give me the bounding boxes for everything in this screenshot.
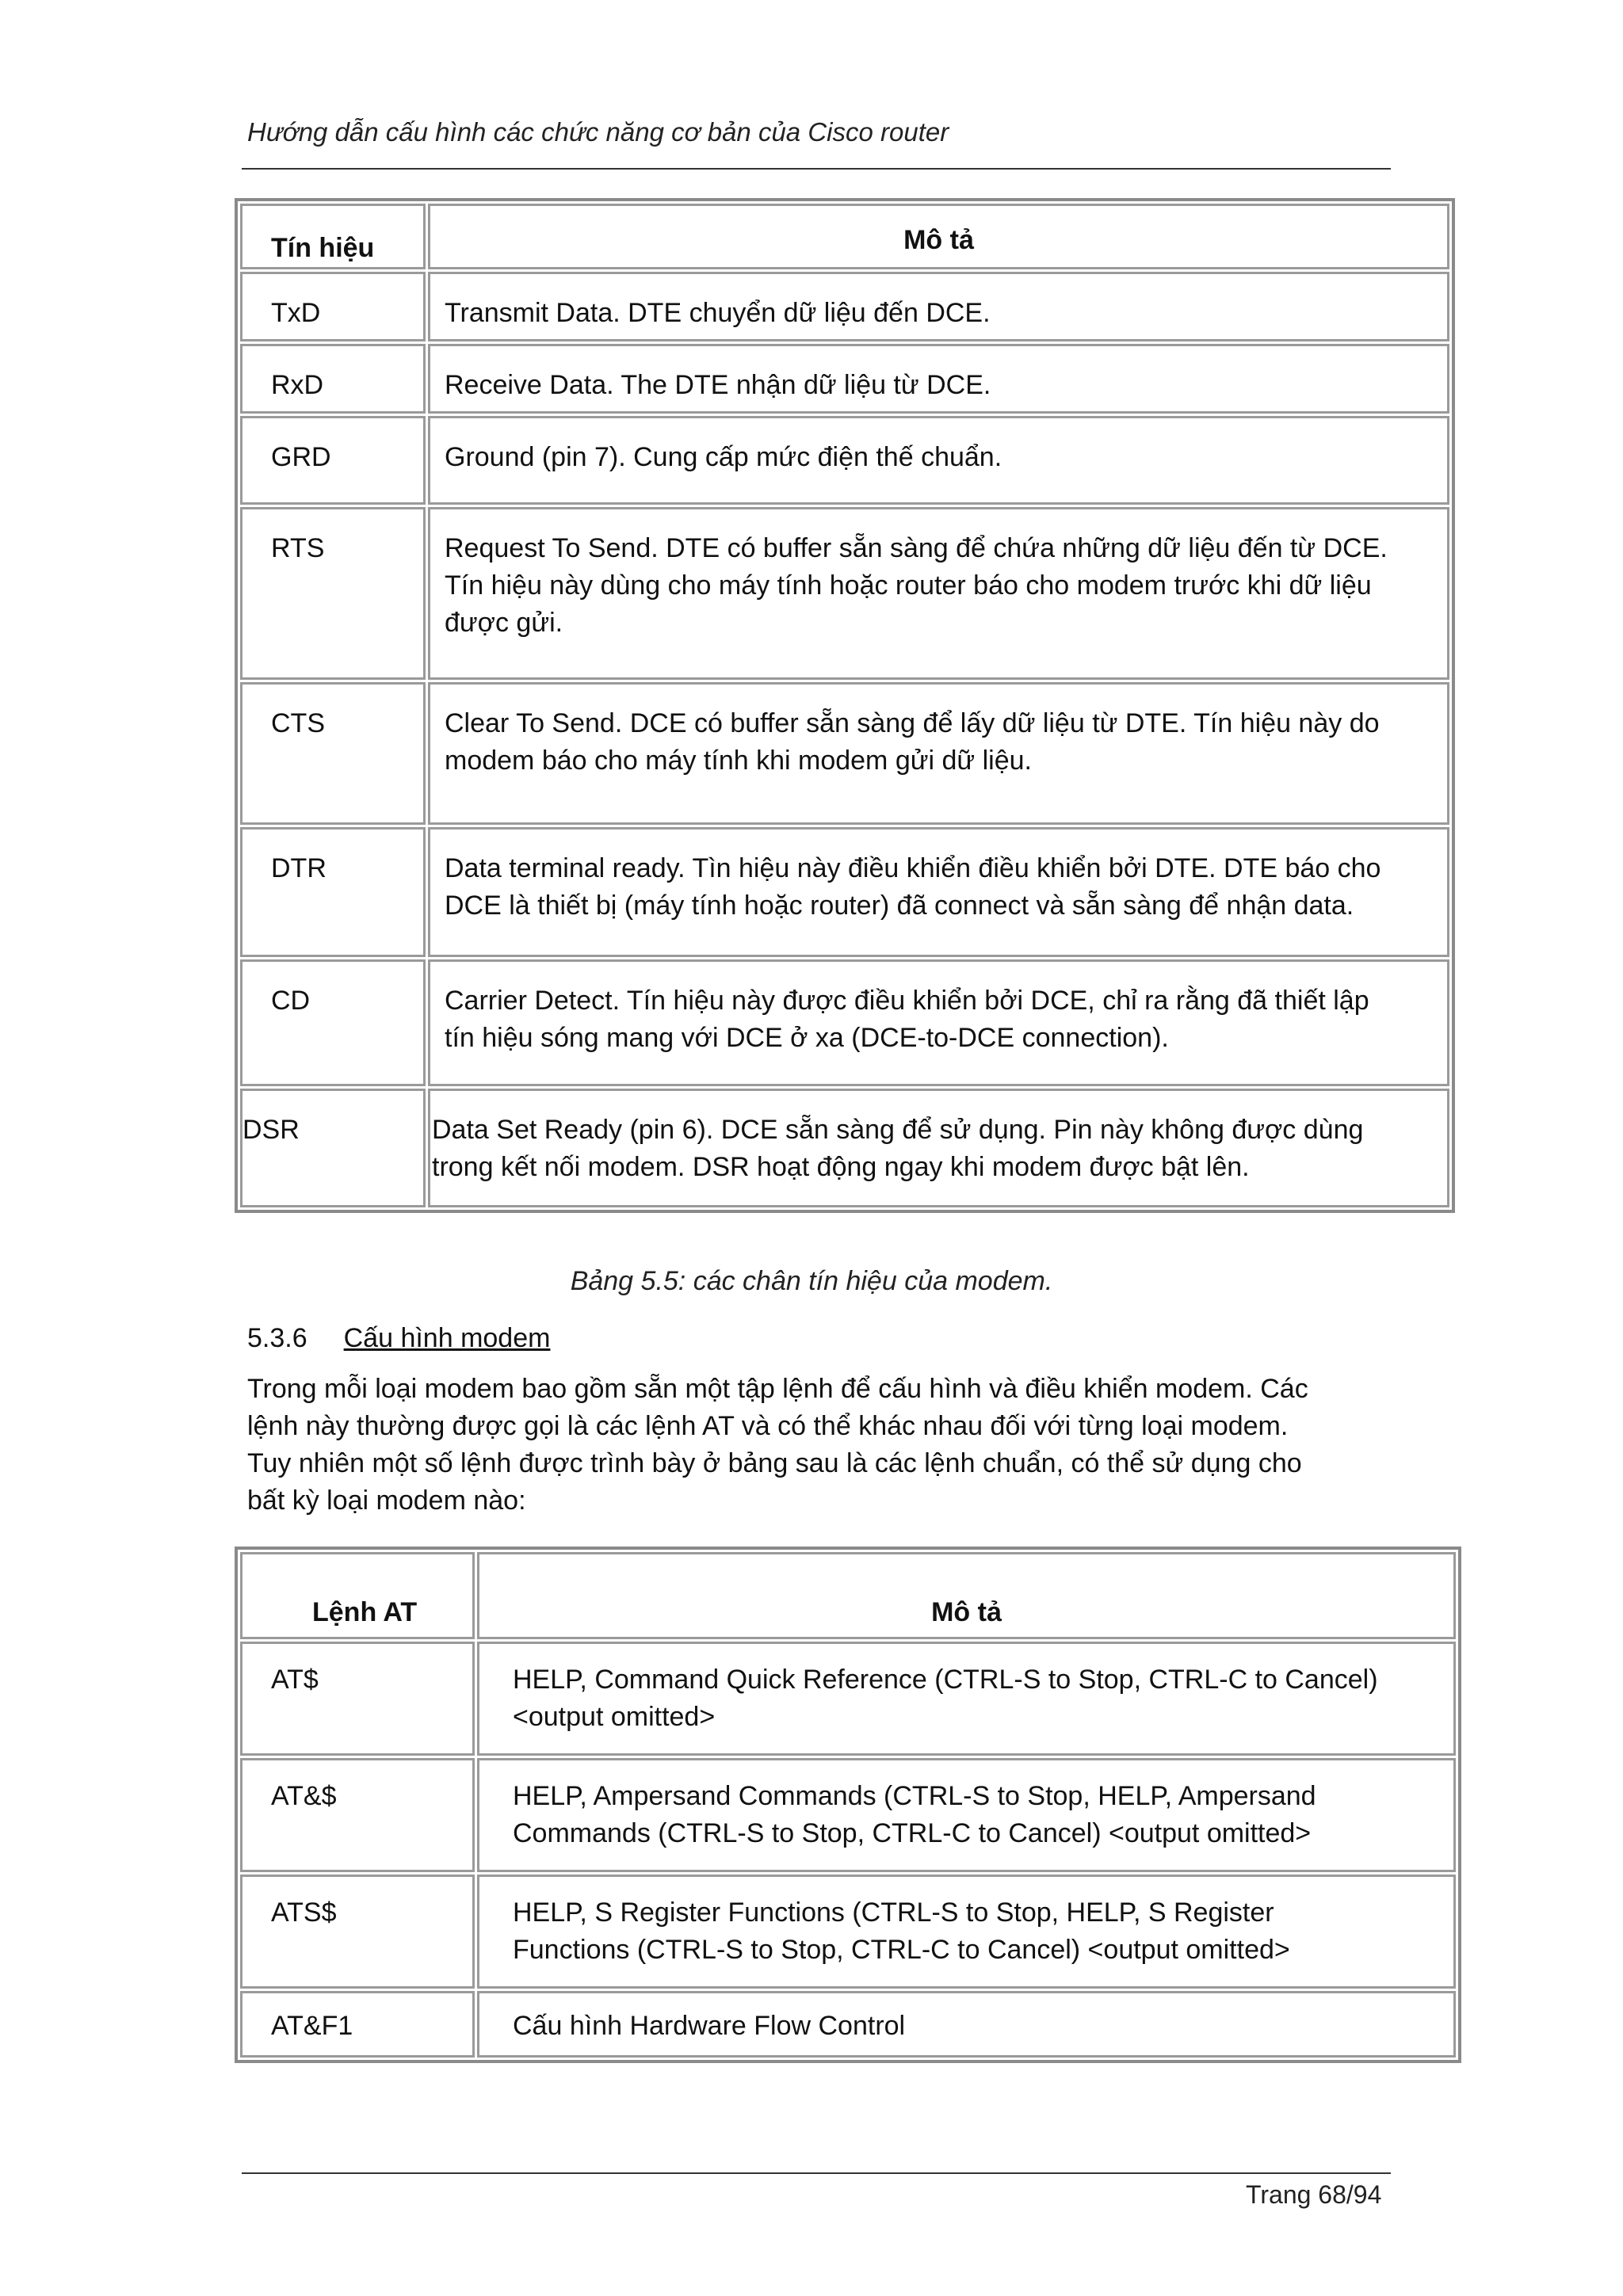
signal-name: GRD: [240, 416, 426, 505]
section-heading: [247, 1323, 550, 1354]
description-line: Tín hiệu này dùng cho máy tính hoặc router báo cho modem trước khi dữ liệu: [445, 570, 1372, 601]
description-line: Transmit Data. DTE chuyển dữ liệu đến DCE.: [445, 298, 991, 328]
description-line: Receive Data. The DTE nhận dữ liệu từ DCE.: [445, 370, 991, 400]
command-description: [477, 1991, 1456, 2058]
signal-table: [235, 198, 1455, 1213]
table-header-row: [240, 204, 1449, 269]
signal-description: [428, 344, 1449, 414]
table-row: [240, 344, 1449, 414]
header-rule: [242, 168, 1391, 170]
column-header-signal: Tín hiệu: [240, 204, 426, 269]
paragraph-line: Tuy nhiên một số lệnh được trình bày ở bảng sau là các lệnh chuẩn, có thể sử dụng cho: [247, 1448, 1302, 1478]
command-name: AT$: [240, 1642, 475, 1756]
table-row: [240, 272, 1449, 341]
description-line: Commands (CTRL-S to Stop, CTRL-C to Cancel) <output omitted>: [513, 1818, 1312, 1848]
signal-name: RTS: [240, 507, 426, 680]
table-caption: Bảng 5.5: các chân tín hiệu của modem.: [570, 1266, 1053, 1296]
table-row: [240, 682, 1449, 825]
signal-description: [428, 959, 1449, 1086]
signal-description: [428, 1089, 1449, 1207]
signal-name: DSR: [240, 1089, 426, 1207]
description-line: HELP, Command Quick Reference (CTRL-S to Stop, CTRL-C to Cancel): [513, 1665, 1378, 1695]
table-row: [240, 827, 1449, 957]
footer-rule: [242, 2172, 1391, 2174]
table-row: [240, 959, 1449, 1086]
signal-description: [428, 416, 1449, 505]
description-line: HELP, Ampersand Commands (CTRL-S to Stop, HELP, Ampersand: [513, 1781, 1316, 1811]
description-line: Data Set Ready (pin 6). DCE sẵn sàng để sử dụng. Pin này không được dùng: [432, 1115, 1364, 1145]
body-paragraph: [247, 1371, 1420, 1520]
paragraph-line: bất kỳ loại modem nào:: [247, 1486, 526, 1516]
command-description: [477, 1642, 1456, 1756]
paragraph-line: lệnh này thường được gọi là các lệnh AT và có thể khác nhau đối với từng loại modem.: [247, 1411, 1289, 1441]
section-title: Cấu hình modem: [343, 1323, 551, 1353]
description-line: Ground (pin 7). Cung cấp mức điện thế chuẩn.: [445, 442, 1002, 472]
signal-name: RxD: [240, 344, 426, 414]
signal-name: CD: [240, 959, 426, 1086]
description-line: <output omitted>: [513, 1702, 716, 1732]
page-number: Trang 68/94: [1246, 2180, 1382, 2209]
column-header-command: Lệnh AT: [240, 1552, 475, 1639]
description-line: được gửi.: [445, 608, 563, 638]
table-row: [240, 1991, 1456, 2058]
description-line: HELP, S Register Functions (CTRL-S to Stop, HELP, S Register: [513, 1897, 1274, 1928]
column-header-description: Mô tả: [477, 1552, 1456, 1639]
signal-description: [428, 682, 1449, 825]
command-name: ATS$: [240, 1875, 475, 1989]
table-row: [240, 507, 1449, 680]
signal-name: DTR: [240, 827, 426, 957]
table-row: [240, 1642, 1456, 1756]
command-description: [477, 1758, 1456, 1872]
description-line: DCE là thiết bị (máy tính hoặc router) đã connect và sẵn sàng để nhận data.: [445, 891, 1354, 921]
description-line: modem báo cho máy tính khi modem gửi dữ liệu.: [445, 746, 1032, 776]
description-line: Clear To Send. DCE có buffer sẵn sàng để lấy dữ liệu từ DTE. Tín hiệu này do: [445, 708, 1380, 738]
table-header-row: [240, 1552, 1456, 1639]
description-line: Data terminal ready. Tìn hiệu này điều khiển điều khiển bởi DTE. DTE báo cho: [445, 853, 1381, 883]
paragraph-line: Trong mỗi loại modem bao gồm sẵn một tập lệnh để cấu hình và điều khiển modem. Các: [247, 1374, 1308, 1404]
description-line: Cấu hình Hardware Flow Control: [513, 2011, 906, 2041]
table-row: [240, 416, 1449, 505]
table-row: [240, 1875, 1456, 1989]
command-name: AT&$: [240, 1758, 475, 1872]
description-line: Carrier Detect. Tín hiệu này được điều khiển bởi DCE, chỉ ra rằng đã thiết lập: [445, 986, 1369, 1016]
command-description: [477, 1875, 1456, 1989]
description-line: Functions (CTRL-S to Stop, CTRL-C to Cancel) <output omitted>: [513, 1935, 1290, 1965]
at-command-table: [235, 1547, 1461, 2063]
description-line: trong kết nối modem. DSR hoạt động ngay khi modem được bật lên.: [432, 1152, 1250, 1182]
command-name: AT&F1: [240, 1991, 475, 2058]
column-header-description: Mô tả: [428, 204, 1449, 269]
page-header-title: Hướng dẫn cấu hình các chức năng cơ bản của Cisco router: [247, 117, 949, 147]
table-row: [240, 1089, 1449, 1207]
signal-description: [428, 272, 1449, 341]
signal-name: CTS: [240, 682, 426, 825]
description-line: Request To Send. DTE có buffer sẵn sàng để chứa những dữ liệu đến từ DCE.: [445, 533, 1388, 563]
table-row: [240, 1758, 1456, 1872]
section-number: 5.3.6: [247, 1323, 307, 1353]
signal-description: [428, 827, 1449, 957]
signal-name: TxD: [240, 272, 426, 341]
signal-description: [428, 507, 1449, 680]
description-line: tín hiệu sóng mang với DCE ở xa (DCE-to-DCE connection).: [445, 1023, 1169, 1053]
